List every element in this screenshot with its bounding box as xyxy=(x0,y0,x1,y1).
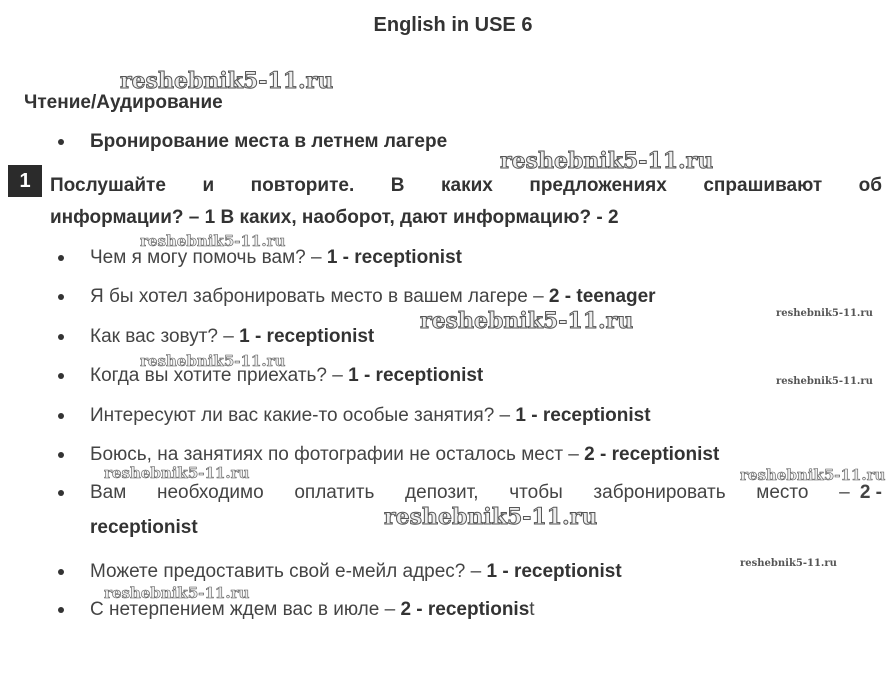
list-item xyxy=(58,247,462,269)
list-item xyxy=(58,444,719,466)
item-word: – xyxy=(839,482,850,503)
item-answer-tail: t xyxy=(529,599,535,620)
item-word: чтобы xyxy=(509,482,563,503)
watermark: reshebnik5-11.ru xyxy=(776,376,873,387)
item-text: Как вас зовут? – xyxy=(90,326,240,347)
list-item xyxy=(58,286,656,308)
list-item xyxy=(58,405,651,427)
bullet-icon xyxy=(58,413,64,419)
item-answer: 1 - receptionist xyxy=(348,365,484,386)
list-item xyxy=(58,561,622,583)
item-answer: 1 - receptionist xyxy=(515,405,651,426)
watermark: reshebnik5-11.ru xyxy=(740,558,837,569)
watermark: reshebnik5-11.ru xyxy=(776,308,873,319)
page-title: English in USE 6 xyxy=(373,14,533,36)
list-item xyxy=(58,599,535,621)
item-answer-continued: receptionist xyxy=(90,517,198,538)
bullet-icon xyxy=(58,490,64,496)
topic-item xyxy=(58,131,447,153)
item-word: депозит, xyxy=(405,482,479,503)
item-answer: 2 - xyxy=(859,482,882,503)
item-text: Интересуют ли вас какие-то особые занятия? – xyxy=(90,405,516,426)
item-answer: 2 - teenager xyxy=(548,286,656,307)
watermark: reshebnik5-11.ru xyxy=(420,308,634,334)
bullet-icon xyxy=(58,607,64,613)
bullet-icon xyxy=(58,452,64,458)
watermark: reshebnik5-11.ru xyxy=(384,504,598,530)
watermark: reshebnik5-11.ru xyxy=(140,232,286,250)
item-text: Когда вы хотите приехать? – xyxy=(90,365,349,386)
item-answer: 2 - receptionis xyxy=(400,599,530,620)
task-instruction-line1: Послушайте и повторите. В каких предложениях спрашивают об xyxy=(50,175,882,196)
topic-text: Бронирование места в летнем лагере xyxy=(90,131,448,152)
watermark: reshebnik5-11.ru xyxy=(120,68,334,94)
item-word: необходимо xyxy=(157,482,264,503)
item-answer: 1 - receptionist xyxy=(486,561,622,582)
watermark: reshebnik5-11.ru xyxy=(104,584,250,602)
task-number-badge: 1 xyxy=(8,165,42,197)
bullet-icon xyxy=(58,373,64,379)
item-answer: 2 - receptionist xyxy=(584,444,720,465)
bullet-icon xyxy=(58,294,64,300)
watermark: reshebnik5-11.ru xyxy=(740,466,886,484)
list-item xyxy=(58,326,374,348)
list-item xyxy=(58,365,483,387)
item-text: Чем я могу помочь вам? – xyxy=(90,247,327,268)
bullet-icon xyxy=(58,334,64,340)
item-text: Боюсь, на занятиях по фотографии не осталось мест – xyxy=(90,444,585,465)
item-text: Можете предоставить свой е-мейл адрес? – xyxy=(90,561,487,582)
section-title: Чтение/Аудирование xyxy=(24,92,223,113)
item-word: место xyxy=(756,482,809,503)
bullet-icon xyxy=(58,569,64,575)
bullet-icon xyxy=(58,255,64,261)
item-text xyxy=(90,482,860,504)
bullet-icon xyxy=(58,139,64,145)
watermark: reshebnik5-11.ru xyxy=(500,148,714,174)
item-word: Вам xyxy=(90,482,127,503)
item-text: С нетерпением ждем вас в июле – xyxy=(90,599,401,620)
item-text: Я бы хотел забронировать место в вашем лагере – xyxy=(90,286,549,307)
item-word: оплатить xyxy=(294,482,375,503)
item-word: забронировать xyxy=(593,482,726,503)
item-answer: 1 - receptionist xyxy=(239,326,375,347)
watermark: reshebnik5-11.ru xyxy=(104,464,250,482)
task-instruction-line2: информации? – 1 В каких, наоборот, дают информацию? - 2 xyxy=(50,207,619,228)
watermark: reshebnik5-11.ru xyxy=(140,352,286,370)
item-answer: 1 - receptionist xyxy=(326,247,462,268)
